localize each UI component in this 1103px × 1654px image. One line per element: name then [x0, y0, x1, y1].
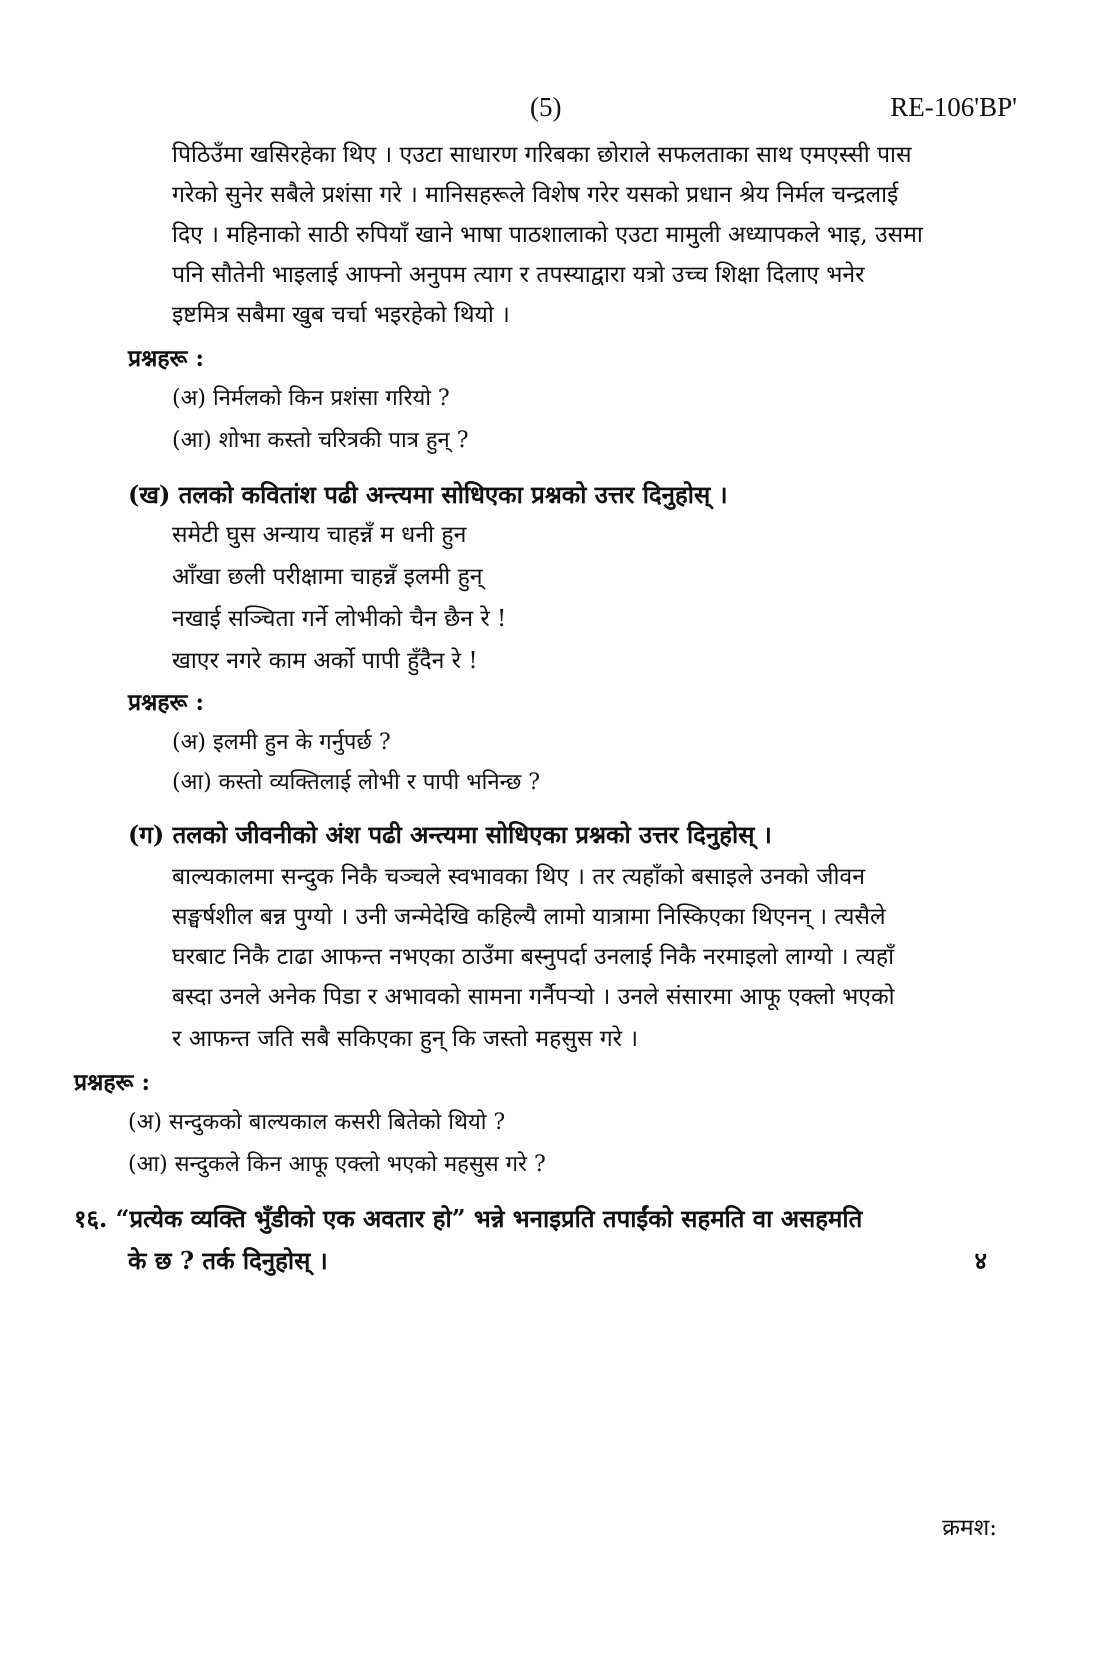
poem-line: आँखा छली परीक्षामा चाहन्नँ इलमी हुन् [172, 564, 483, 590]
passage-line: पनि सौतेनी भाइलाई आफ्नो अनुपम त्याग र तपस्याद्वारा यत्रो उच्च शिक्षा दिलाए भनेर [172, 262, 865, 288]
question-16-marks: ४ [974, 1246, 987, 1275]
question-item: (आ) कस्तो व्यक्तिलाई लोभी र पापी भनिन्छ ? [172, 770, 541, 795]
passage-line: गरेको सुनेर सबैले प्रशंसा गरे । मानिसहरूले विशेष गरेर यसको प्रधान श्रेय निर्मल चन्द्रलाई [172, 182, 899, 208]
section-kha-heading: (ख) तलको कवितांश पढी अन्त्यमा सोधिएका प्रश्नको उत्तर दिनुहोस् । [128, 480, 728, 509]
passage-line: सङ्घर्षशील बन्न पुग्यो । उनी जन्मेदेखि कहिल्यै लामो यात्रामा निस्किएका थिएनन् । त्यसैले [172, 904, 886, 930]
question-item: (अ) इलमी हुन के गर्नुपर्छ ? [172, 730, 391, 755]
questions-label: प्रश्नहरू : [74, 1069, 150, 1096]
continued-label: क्रमश: [942, 1515, 997, 1541]
poem-line: समेटी घुस अन्याय चाहन्नँ म धनी हुन [172, 522, 467, 548]
passage-line: दिए । महिनाको साठी रुपियाँ खाने भाषा पाठशालाको एउटा मामुली अध्यापकले भाइ, उसमा [172, 222, 923, 248]
passage-line: घरबाट निकै टाढा आफन्त नभएका ठाउँमा बस्नुपर्दा उनलाई निकै नरमाइलो लाग्यो । त्यहाँ [172, 944, 895, 970]
poem-line: नखाई सञ्चिता गर्ने लोभीको चैन छैन रे ! [172, 606, 507, 632]
question-16-line2: के छ ? तर्क दिनुहोस् । [128, 1246, 328, 1275]
paper-code: RE-106'BP' [890, 92, 1017, 122]
passage-line: इष्टमित्र सबैमा खुब चर्चा भइरहेको थियो । [172, 302, 510, 328]
page-number: (5) [530, 92, 562, 122]
question-16-line1: १६. “प्रत्येक व्यक्ति भुँडीको एक अवतार हो” भन्ने भनाइप्रति तपाईंको सहमति वा असहमति [74, 1204, 863, 1233]
question-item: (अ) निर्मलको किन प्रशंसा गरियो ? [172, 386, 450, 411]
passage-line: बस्दा उनले अनेक पिडा र अभावको सामना गर्नैपर्‍यो । उनले संसारमा आफू एक्लो भएको [172, 984, 895, 1010]
question-item: (आ) शोभा कस्तो चरित्रकी पात्र हुन् ? [172, 428, 469, 453]
question-item: (आ) सन्दुकले किन आफू एक्लो भएको महसुस गरे ? [128, 1152, 546, 1177]
passage-line: र आफन्त जति सबै सकिएका हुन् कि जस्तो महसुस गरे । [172, 1026, 639, 1052]
question-item: (अ) सन्दुकको बाल्यकाल कसरी बितेको थियो ? [128, 1110, 506, 1135]
section-ga-heading: (ग) तलको जीवनीको अंश पढी अन्त्यमा सोधिएका प्रश्नको उत्तर दिनुहोस् । [128, 820, 772, 849]
passage-line: पिठिउँमा खसिरहेका थिए । एउटा साधारण गरिबका छोराले सफलताका साथ एमएस्सी पास [172, 142, 912, 168]
questions-label: प्रश्नहरू : [128, 345, 204, 372]
poem-line: खाएर नगरे काम अर्को पापी हुँदैन रे ! [172, 648, 478, 674]
passage-line: बाल्यकालमा सन्दुक निकै चञ्चले स्वभावका थिए । तर त्यहाँको बसाइले उनको जीवन [172, 864, 865, 890]
questions-label: प्रश्नहरू : [128, 689, 204, 716]
